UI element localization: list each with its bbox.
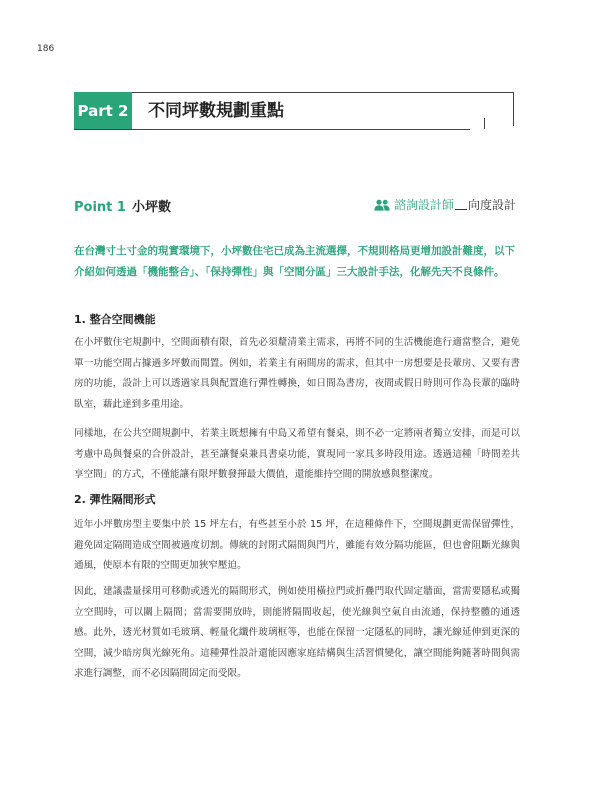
paragraph: 同樣地，在公共空間規劃中，若業主既想擁有中島又希望有餐桌，則不必一定將兩者獨立安排，而是可以考慮中島與餐桌的合併設計，甚至讓餐桌兼具書桌功能，實現同一家具多時段用途。透過這種「時間差共享空間」的方式，不僅能讓有限坪數發揮最大價值，還能維持空間的開放感與整潔度。 [74, 428, 520, 480]
designer-credit [374, 196, 516, 213]
section-heading: 2. 彈性隔間形式 [74, 493, 156, 506]
part-title: 不同坪數規劃重點 [148, 101, 284, 121]
designer-separator [455, 200, 467, 210]
designer-company: 向度設計 [467, 198, 516, 212]
paragraph: 近年小坪數房型主要集中於 15 坪左右，有些甚至小於 15 坪，在這種條件下，空間規劃更需保留彈性，避免固定隔間造成空間被過度切割。傳統的封閉式隔間與門片，雖能有效分隔功能區，但也會阻斷光線與通風，使原本有限的空間更加狹窄壓迫。 [74, 519, 520, 571]
paragraph: 因此，建議盡量採用可移動或透光的隔間形式，例如使用橫拉門或折疊門取代固定牆面，當需要隱私或獨立空間時，可以關上隔間；當需要開放時，則能將隔間收起，使光線與空氣自由流通，保持整體的通透感。此外，透光材質如毛玻璃、輕量化纖件玻璃框等，也能在保留一定隱私的同時，讓光線延伸到更深的空間，減少暗房與光線死角。這種彈性設計還能因應家庭結構與生活習慣變化，讓空間能夠隨著時間與需求進行調整，而不必因隔間固定而受限。 [74, 586, 520, 679]
page-number: 186 [37, 44, 55, 54]
section-heading: 1. 整合空間機能 [74, 313, 156, 326]
point-number: Point 1 [74, 200, 126, 215]
part-frame-bottom [74, 129, 470, 130]
intro-text: 在台灣寸土寸金的現實環境下，小坪數住宅已成為主流選擇，不規則格局更增加設計難度，以下介紹如何透過「機能整合」、「保持彈性」與「空間分區」三大設計手法，化解先天不良條件。 [74, 245, 515, 278]
people-icon [374, 199, 390, 211]
point-title: 小坪數 [131, 200, 171, 215]
designer-label: 諮詢設計師 [393, 198, 454, 212]
part-header [74, 92, 514, 130]
paragraph: 在小坪數住宅規劃中，空間面積有限，首先必須釐清業主需求，再將不同的生活機能進行適當整合，避免單一功能空間占據過多坪數而閒置。例如，若業主有兩間房的需求，但其中一房想要是長輩房、又要有書房的功能，設計上可以透過家具與配置進行彈性轉換，如日間為書房，夜間或假日時則可作為長輩的臨時臥室，藉此達到多重用途。 [74, 337, 520, 410]
point-heading [74, 196, 171, 215]
part-frame-right [513, 92, 514, 126]
part-label: Part 2 [74, 92, 132, 130]
part-frame-tick [484, 118, 485, 129]
part-frame-top [132, 92, 514, 93]
